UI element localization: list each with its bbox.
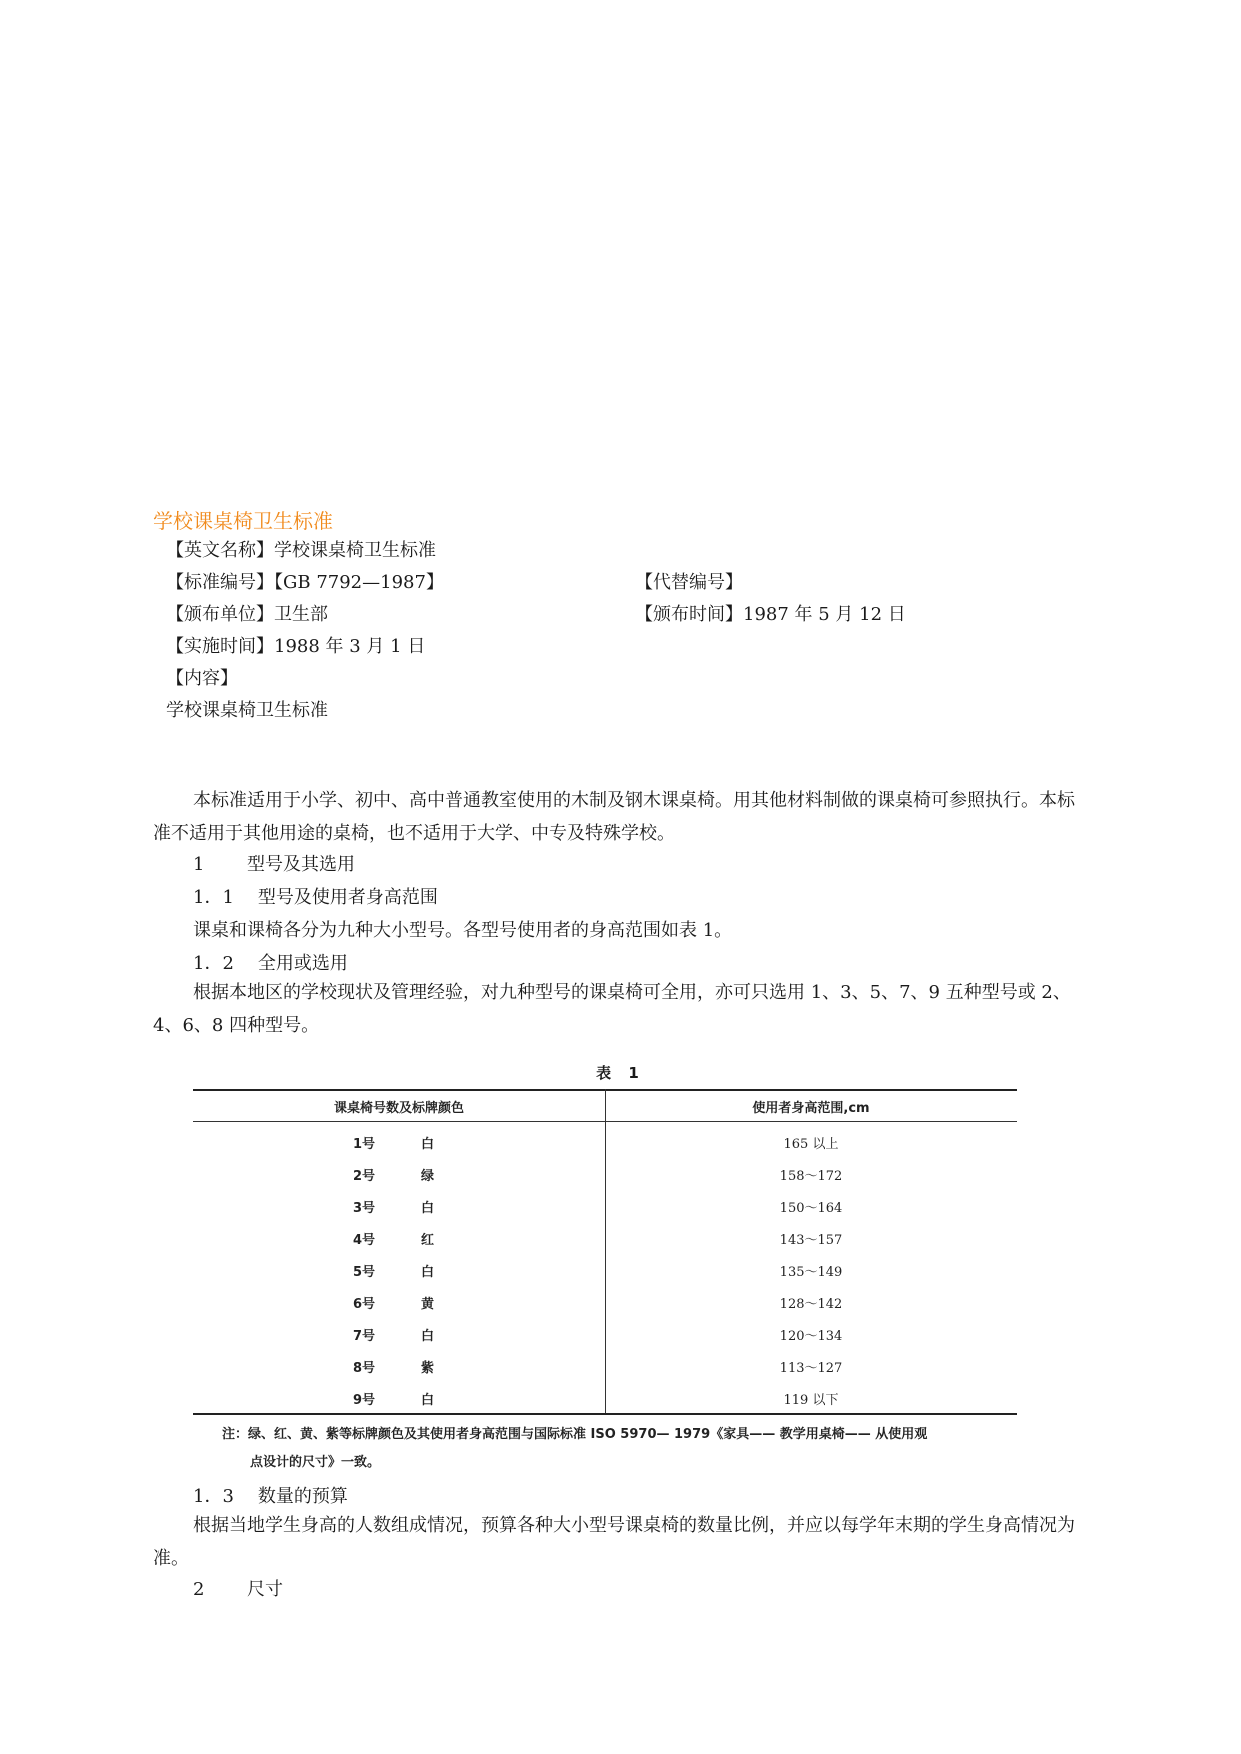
row-color: 白 [421,1137,435,1152]
row-color: 白 [421,1265,435,1280]
row-color: 红 [421,1233,435,1248]
section-title: 尺寸 [247,1579,283,1600]
section-title: 数量的预算 [257,1486,348,1507]
table-header-model: 课桌椅号数及标牌颜色 [333,1101,464,1116]
row-model: 5号 [353,1265,376,1280]
table-row [193,1389,1017,1413]
row-range: 128～142 [779,1297,843,1312]
row-color: 白 [421,1201,435,1216]
row-color: 紫 [421,1361,435,1376]
row-model: 1号 [353,1137,376,1152]
row-model: 2号 [353,1169,376,1184]
section-1-2-text: 根据本地区的学校现状及管理经验，对九种型号的课桌椅可全用，亦可只选用 1、3、5、7、9 五种型号或 2、4、6、8 四种型号。 [153,982,1071,1036]
meta-implementation-date: 【实施时间】1988 年 3 月 1 日 [166,636,426,657]
row-color: 白 [421,1329,435,1344]
table-note [222,1421,1042,1477]
row-range: 113～127 [779,1361,843,1376]
section-2-heading [193,1575,283,1601]
table-row [193,1357,1017,1381]
height-range-table [193,1089,1017,1419]
table-row [193,1197,1017,1221]
row-range: 143～157 [779,1233,843,1248]
section-1-3-heading [193,1482,348,1508]
section-number: 1．3 [193,1486,234,1507]
section-1-3-paragraph [153,1509,1088,1575]
meta-standard-number: 【标准编号】【GB 7792—1987】 [166,572,444,593]
row-model: 8号 [353,1361,376,1376]
table-header-height: 使用者身高范围,cm [752,1101,870,1116]
section-1-2-heading [193,949,348,975]
table-row [193,1229,1017,1253]
row-model: 4号 [353,1233,376,1248]
table-note-line-1: 注：绿、红、黄、紫等标牌颜色及其使用者身高范围与国际标准 ISO 5970— 1979《家具—— 教学用桌椅—— 从使用观 [222,1427,928,1442]
table-row [193,1165,1017,1189]
row-range: 150～164 [779,1201,843,1216]
row-color: 白 [421,1393,435,1408]
section-number: 1．1 [193,887,234,908]
section-1-heading [193,850,355,876]
row-model: 3号 [353,1201,376,1216]
section-1-1-heading [193,883,438,909]
section-number: 1 [193,854,205,875]
row-range: 135～149 [779,1265,843,1280]
table-row [193,1133,1017,1157]
row-color: 黄 [421,1297,435,1312]
row-model: 6号 [353,1297,376,1312]
row-range: 158～172 [779,1169,843,1184]
row-range: 119 以下 [783,1393,839,1408]
row-range: 120～134 [779,1329,843,1344]
section-title: 全用或选用 [257,953,348,974]
table-row [193,1261,1017,1285]
meta-issuer: 【颁布单位】卫生部 [166,604,328,625]
table-caption: 表 1 [596,1064,645,1082]
intro-paragraph [153,784,1088,850]
meta-content-label: 【内容】 [166,668,238,689]
section-1-2-paragraph [153,976,1088,1042]
row-model: 7号 [353,1329,376,1344]
table-bottom-rule [193,1413,1017,1415]
intro-text: 本标准适用于小学、初中、高中普通教室使用的木制及钢木课桌椅。用其他材料制做的课桌椅可参照执行。本标准不适用于其他用途的桌椅，也不适用于大学、中专及特殊学校。 [153,790,1075,844]
row-color: 绿 [421,1169,435,1184]
row-model: 9号 [353,1393,376,1408]
section-title: 型号及其选用 [247,854,355,875]
meta-issue-date: 【颁布时间】1987 年 5 月 12 日 [635,604,906,625]
row-range: 165 以上 [783,1137,839,1152]
table-note-line-2: 点设计的尺寸》一致。 [250,1455,381,1470]
section-title: 型号及使用者身高范围 [257,887,438,908]
section-number: 2 [193,1579,205,1600]
table-row [193,1293,1017,1317]
table-row [193,1325,1017,1349]
content-sub-title: 学校课桌椅卫生标准 [166,700,328,721]
section-1-3-text: 根据当地学生身高的人数组成情况，预算各种大小型号课桌椅的数量比例，并应以每学年末期的学生身高情况为准。 [153,1515,1075,1569]
section-number: 1．2 [193,953,234,974]
meta-english-name: 【英文名称】学校课桌椅卫生标准 [166,540,436,561]
meta-replace-number: 【代替编号】 [635,572,743,593]
section-1-1-text: 课桌和课椅各分为九种大小型号。各型号使用者的身高范围如表 1。 [193,920,733,941]
document-title: 学校课桌椅卫生标准 [153,509,333,533]
